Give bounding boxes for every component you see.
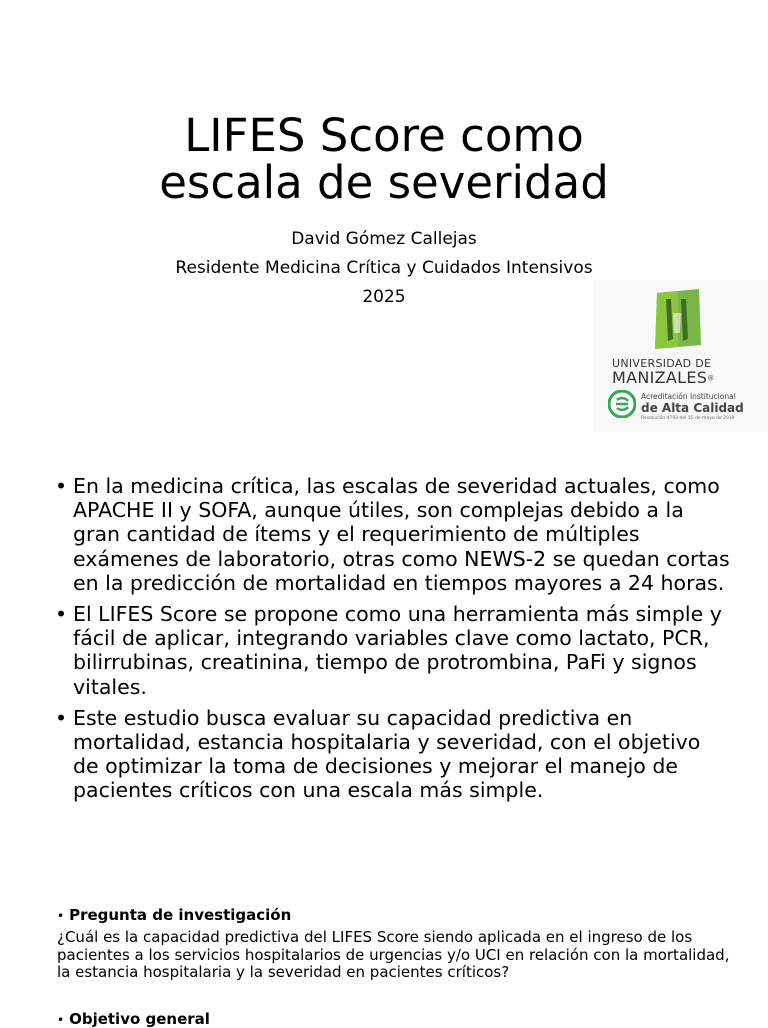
research-question-heading: • Pregunta de investigación [57, 906, 292, 924]
university-logo [594, 280, 768, 432]
logo-resolution: Resolución 4792 del 15 de mayo de 2019 [641, 416, 735, 421]
list-item [55, 474, 730, 595]
bullet-icon: • [55, 602, 68, 627]
list-item [55, 602, 730, 699]
bullet-icon: • [55, 474, 68, 498]
bullet-icon: • [57, 1013, 65, 1027]
bullet-icon: • [57, 909, 65, 923]
intro-bullet-list [55, 474, 730, 810]
general-objective-section [57, 1010, 747, 1028]
author-name: David Gómez Callejas [291, 229, 477, 249]
bullet-text: En la medicina crítica, las escalas de severidad actuales, como APACHE II y SOFA, aunque útiles, son complejas debido a la gran cantidad de ítems y el requerimiento de múltiples exámenes de laboratorio, otras como NEWS-2 se quedan cortas en la predicción de mortalidad en tiempos mayores a 24 horas. [73, 474, 730, 595]
research-question-section [57, 906, 747, 982]
bullet-text: El LIFES Score se propone como una herramienta más simple y fácil de aplicar, integrando variables clave como lactato, PCR, bilirrubinas, creatinina, tiempo de protrombina, PaFi y signos vitales. [73, 602, 722, 699]
bullet-text: Este estudio busca evaluar su capacidad predictiva en mortalidad, estancia hospitalaria y severidad, con el objetivo de optimizar la toma de decisiones y mejorar el manejo de pacientes críticos con una escala más simple. [73, 705, 701, 803]
logo-university-name: MANIZALES® [612, 368, 715, 387]
logo-quality: de Alta Calidad [641, 401, 744, 415]
university-mark-icon [651, 289, 705, 351]
research-question-text: ¿Cuál es la capacidad predictiva del LIFES Score siendo aplicada en el ingreso de los pacientes a los servicios hospitalarios de urgencias y/o UCI en relación con la mortalidad, la estancia hospitalaria y la severidad en pacientes críticos? [57, 928, 730, 981]
author-role: Residente Medicina Crítica y Cuidados Intensivos [175, 258, 593, 278]
logo-accreditation: Acreditación Institucional [641, 392, 736, 401]
bullet-icon: • [55, 705, 68, 730]
title-line-2: escala de severidad [159, 156, 609, 210]
logo-university-label: UNIVERSIDAD DE [612, 357, 712, 370]
general-objective-heading: • Objetivo general [57, 1010, 210, 1028]
title-line-1: LIFES Score como [184, 109, 584, 162]
registered-mark: ® [707, 374, 715, 383]
accreditation-seal-icon [608, 390, 636, 418]
list-item [55, 706, 730, 803]
page-title [0, 109, 768, 210]
presentation-year: 2025 [362, 287, 406, 307]
